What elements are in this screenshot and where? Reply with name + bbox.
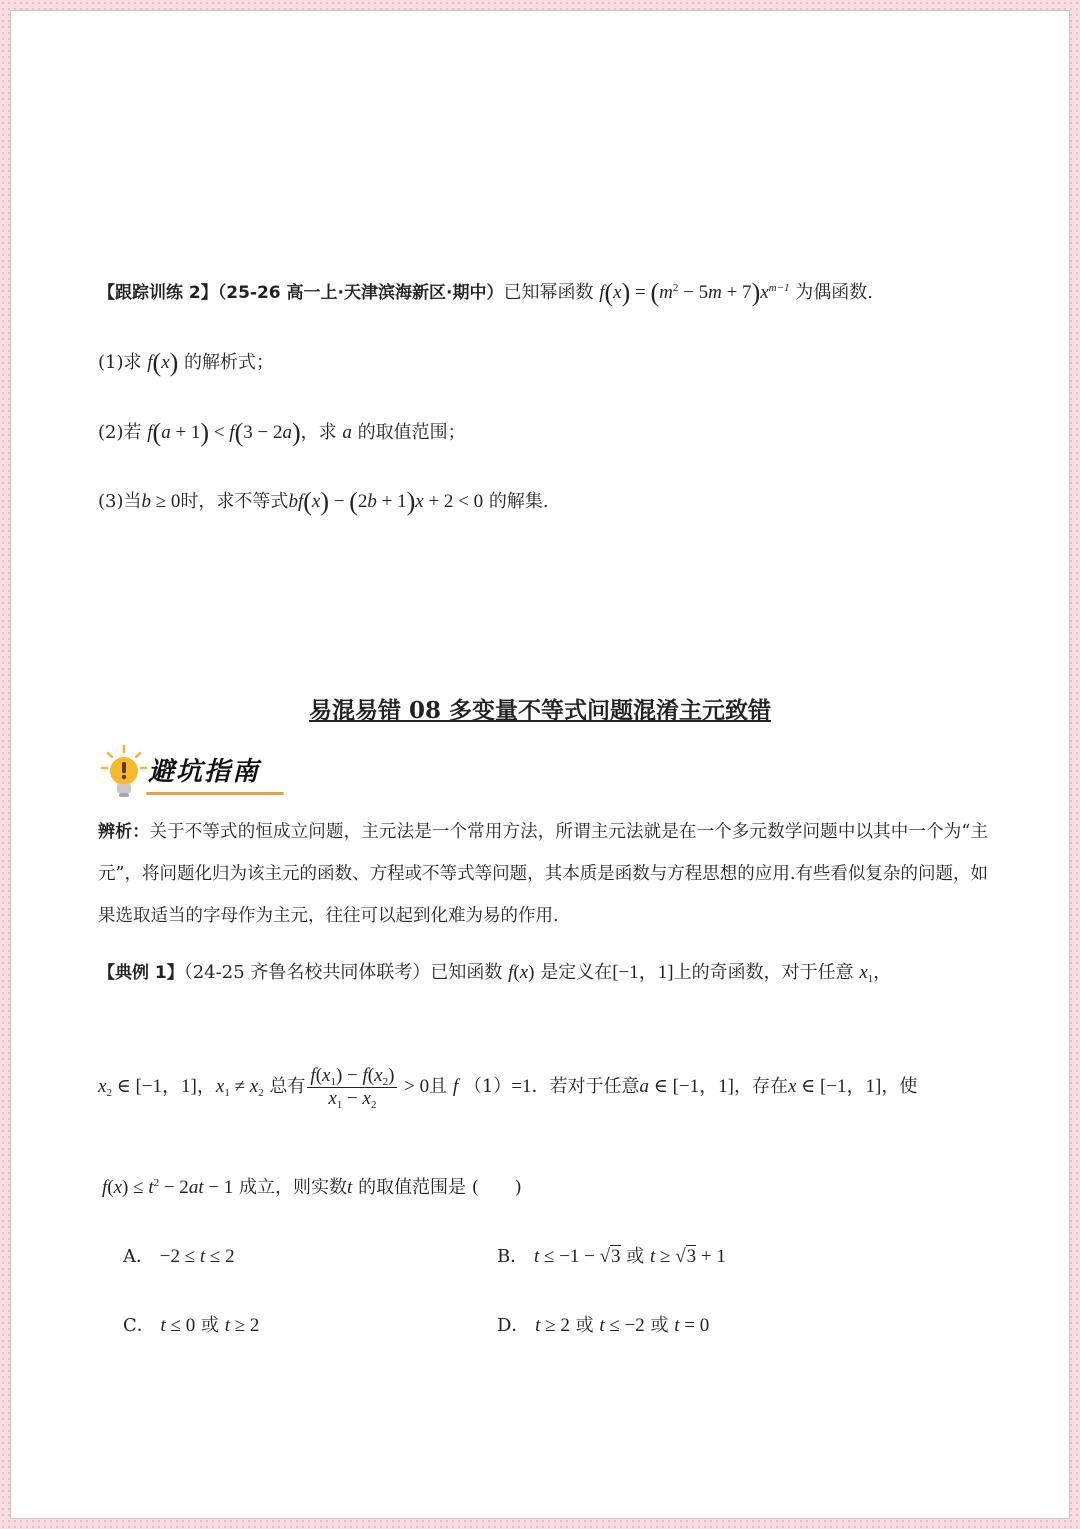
- q2-text-mid: ，求: [300, 422, 337, 443]
- example-fx: f(x): [508, 962, 535, 983]
- option-b[interactable]: [497, 1245, 726, 1269]
- analysis-text: 关于不等式的恒成立问题，主元法是一个常用方法，所谓主元法就是在一个多元数学问题中以其中一个为“主元”，将问题化归为该主元的函数、方程或不等式等问题，其本质是函数与方程思想的应用.有些看似复杂的问题，如果选取适当的字母作为主元，往往可以起到化难为易的作用.: [98, 822, 988, 926]
- option-d-label: D．: [497, 1315, 530, 1336]
- option-a-label: A．: [123, 1246, 154, 1267]
- example-f: f: [452, 1076, 459, 1097]
- example-x2-domain: $x_2$ ∈ [−1，1]，$x_1 \ne x_2$: [98, 1076, 264, 1099]
- example-1-stem: 【典例 1】（24-25 齐鲁名校共同体联考）已知函数 f(x) 是定义在[−1，1]上的奇函数，对于任意 $x_1$，: [98, 962, 892, 985]
- guide-title: 避坑指南: [148, 757, 261, 787]
- option-d-math-3: t = 0: [674, 1315, 710, 1336]
- example-mid1: 是定义在: [540, 962, 613, 983]
- option-c[interactable]: [123, 1314, 259, 1338]
- option-c-math-1: t ≤ 0: [160, 1315, 196, 1336]
- option-b-math-2: t ≥ √3 + 1: [650, 1246, 726, 1267]
- example-a-domain: a ∈ [−1，1]: [639, 1076, 734, 1097]
- exercise-2-q3: [98, 487, 549, 516]
- guide-banner: [100, 744, 290, 800]
- analysis-paragraph: [98, 811, 988, 937]
- exercise-2-stem: [98, 278, 874, 307]
- option-d[interactable]: [497, 1314, 709, 1338]
- example-x1: $x_1$: [859, 962, 874, 985]
- lightbulb-icon: [100, 744, 152, 800]
- example-eq-one: =1: [511, 1076, 532, 1097]
- option-d-or-1: 或: [575, 1315, 594, 1336]
- example-1-line2: [98, 1062, 917, 1112]
- example-line2-c: （1）: [463, 1076, 512, 1097]
- gt-zero: > 0: [399, 1076, 430, 1097]
- example-source: （24-25 齐鲁名校共同体联考）: [183, 962, 431, 983]
- option-c-math-2: t ≥ 2: [224, 1315, 260, 1336]
- option-d-math-1: t ≥ 2: [535, 1315, 570, 1336]
- q2-formula: f(a + 1) < f(3 − 2a): [147, 418, 301, 447]
- example-intro: 已知函数: [430, 962, 503, 983]
- q3-text-mid: 时，求不等式: [180, 491, 289, 512]
- example-line3-tail2: 的取值范围是 ( ): [358, 1177, 522, 1198]
- option-b-math-1: t ≤ −1 − √3: [533, 1246, 621, 1267]
- example-interval: [−1，1]: [612, 962, 674, 983]
- q1-number: (1)求: [98, 352, 142, 373]
- example-x-domain: x ∈ [−1，1]: [787, 1076, 882, 1097]
- q1-formula: f(x): [147, 348, 179, 377]
- exercise-2-q2: [98, 418, 466, 447]
- example-inequality: $f(x) \le t^2 - 2at - 1$: [102, 1177, 234, 1198]
- example-label: 【典例 1】: [98, 963, 184, 983]
- analysis-label: 辨析：: [98, 822, 150, 842]
- exercise-suffix: 为偶函数.: [795, 282, 874, 303]
- section-title: 易混易错 08 多变量不等式问题混淆主元致错: [308, 697, 772, 724]
- q3-text: 的解集.: [488, 491, 549, 512]
- example-line2-a: 总有: [269, 1076, 306, 1097]
- example-line2-b: 且: [429, 1076, 448, 1097]
- power-function-formula: $f(x) = (m^2 - 5m + 7)x^{m-1}$: [599, 278, 790, 307]
- example-line2-e: ，存在: [733, 1076, 788, 1097]
- option-a[interactable]: [123, 1245, 235, 1269]
- exercise-2-q1: [98, 348, 275, 377]
- option-c-label: C．: [123, 1315, 155, 1336]
- exercise-intro: 已知幂函数: [503, 282, 594, 303]
- option-c-or: 或: [200, 1315, 219, 1336]
- option-d-or-2: 或: [650, 1315, 669, 1336]
- q3-condition: b ≥ 0: [141, 491, 181, 512]
- guide-underline: [146, 792, 284, 795]
- q3-number: (3)当: [98, 491, 142, 512]
- option-b-or: 或: [626, 1246, 645, 1267]
- option-a-math: −2 ≤ t ≤ 2: [159, 1246, 235, 1267]
- option-b-label: B．: [497, 1246, 529, 1267]
- example-var-t: t: [347, 1177, 353, 1198]
- example-line2-f: ，使: [881, 1076, 918, 1097]
- q2-number: (2)若: [98, 422, 142, 443]
- example-1-line3: [102, 1176, 522, 1200]
- q2-var-a: a: [342, 422, 352, 443]
- exercise-source: （25-26 高一上·天津滨海新区·期中）: [217, 283, 504, 303]
- exercise-label: 【跟踪训练 2】: [98, 283, 218, 303]
- example-mid2: 上的奇函数，对于任意: [673, 962, 854, 983]
- difference-quotient: $\frac{f(x_1) - f(x_2)}{x_1 - x_2}$: [307, 1065, 397, 1110]
- q2-text: 的取值范围；: [357, 422, 466, 443]
- q3-inequality: bf(x) − (2b + 1)x + 2 < 0: [288, 487, 484, 516]
- option-d-math-2: t ≤ −2: [599, 1315, 645, 1336]
- q1-text: 的解析式；: [184, 352, 275, 373]
- example-line3-tail: 成立，则实数: [239, 1177, 348, 1198]
- example-line2-d: ．若对于任意: [531, 1076, 640, 1097]
